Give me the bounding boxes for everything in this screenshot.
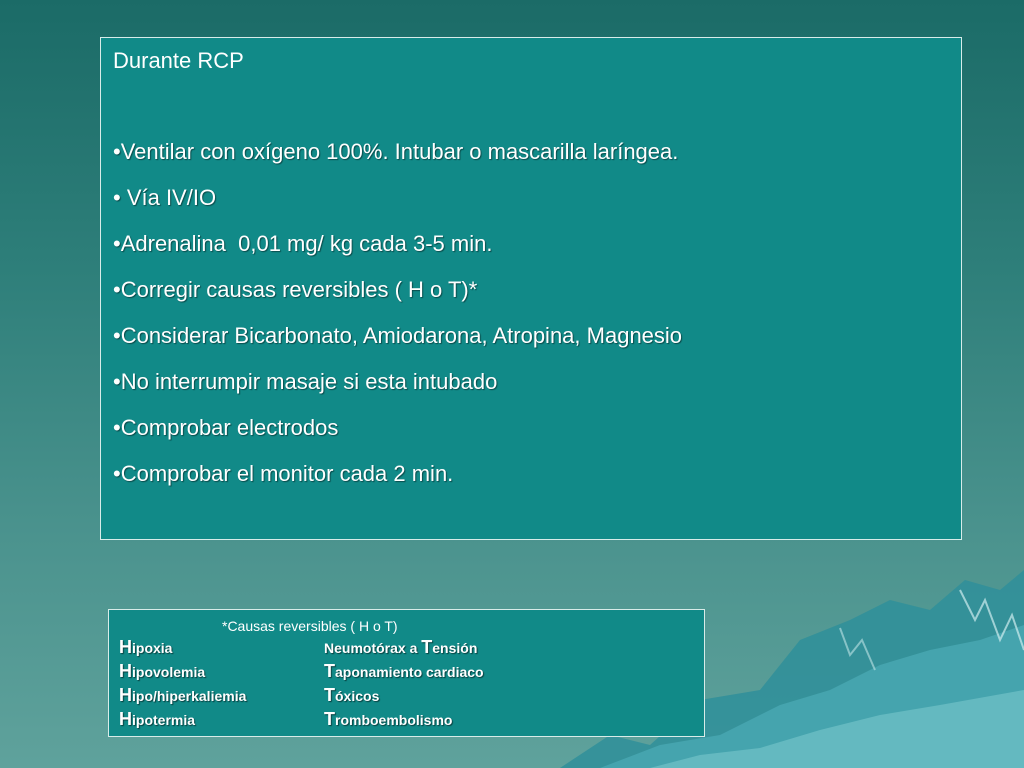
cause-h-item [119,684,246,707]
cause-text: ipovolemia [132,664,206,680]
cause-prefix: Neumotórax a [324,640,422,656]
cause-text: ipoxia [132,640,173,656]
causes-title: *Causas reversibles ( H o T) [222,618,398,634]
list-item: •Adrenalina 0,01 mg/ kg cada 3-5 min. [113,231,493,256]
cause-text: óxicos [335,688,380,704]
cause-initial: H [119,685,132,705]
cause-initial: H [119,709,132,729]
cause-text: romboembolismo [335,712,453,728]
cause-text: ensión [432,640,478,656]
cause-text: ipotermia [132,712,196,728]
cause-initial: T [324,661,335,681]
list-item: •Comprobar el monitor cada 2 min. [113,461,454,486]
cause-h-item [119,660,205,683]
cause-initial: H [119,637,132,657]
cause-text: ipo/hiperkaliemia [132,688,247,704]
section-heading: Durante RCP [113,48,244,73]
cause-initial: T [324,709,335,729]
list-item: •Considerar Bicarbonato, Amiodarona, Atropina, Magnesio [113,323,683,348]
list-item: • Vía IV/IO [113,185,217,210]
cause-t-item [324,684,379,707]
cause-initial: T [421,637,433,657]
cause-t-item [324,660,484,683]
main-content-box [100,37,962,540]
cause-initial: T [324,685,335,705]
cause-text: aponamiento cardiaco [335,664,484,680]
cause-h-item [119,708,195,731]
cause-initial: H [119,661,132,681]
instruction-list [113,139,682,507]
cause-h-item [119,636,172,659]
list-item: •Comprobar electrodos [113,415,339,440]
list-item: •No interrumpir masaje si esta intubado [113,369,498,394]
list-item: •Corregir causas reversibles ( H o T)* [113,277,478,302]
cause-t-item [324,708,452,731]
cause-t-item [324,636,477,659]
reversible-causes-box [108,609,705,737]
list-item: •Ventilar con oxígeno 100%. Intubar o mascarilla laríngea. [113,139,679,164]
